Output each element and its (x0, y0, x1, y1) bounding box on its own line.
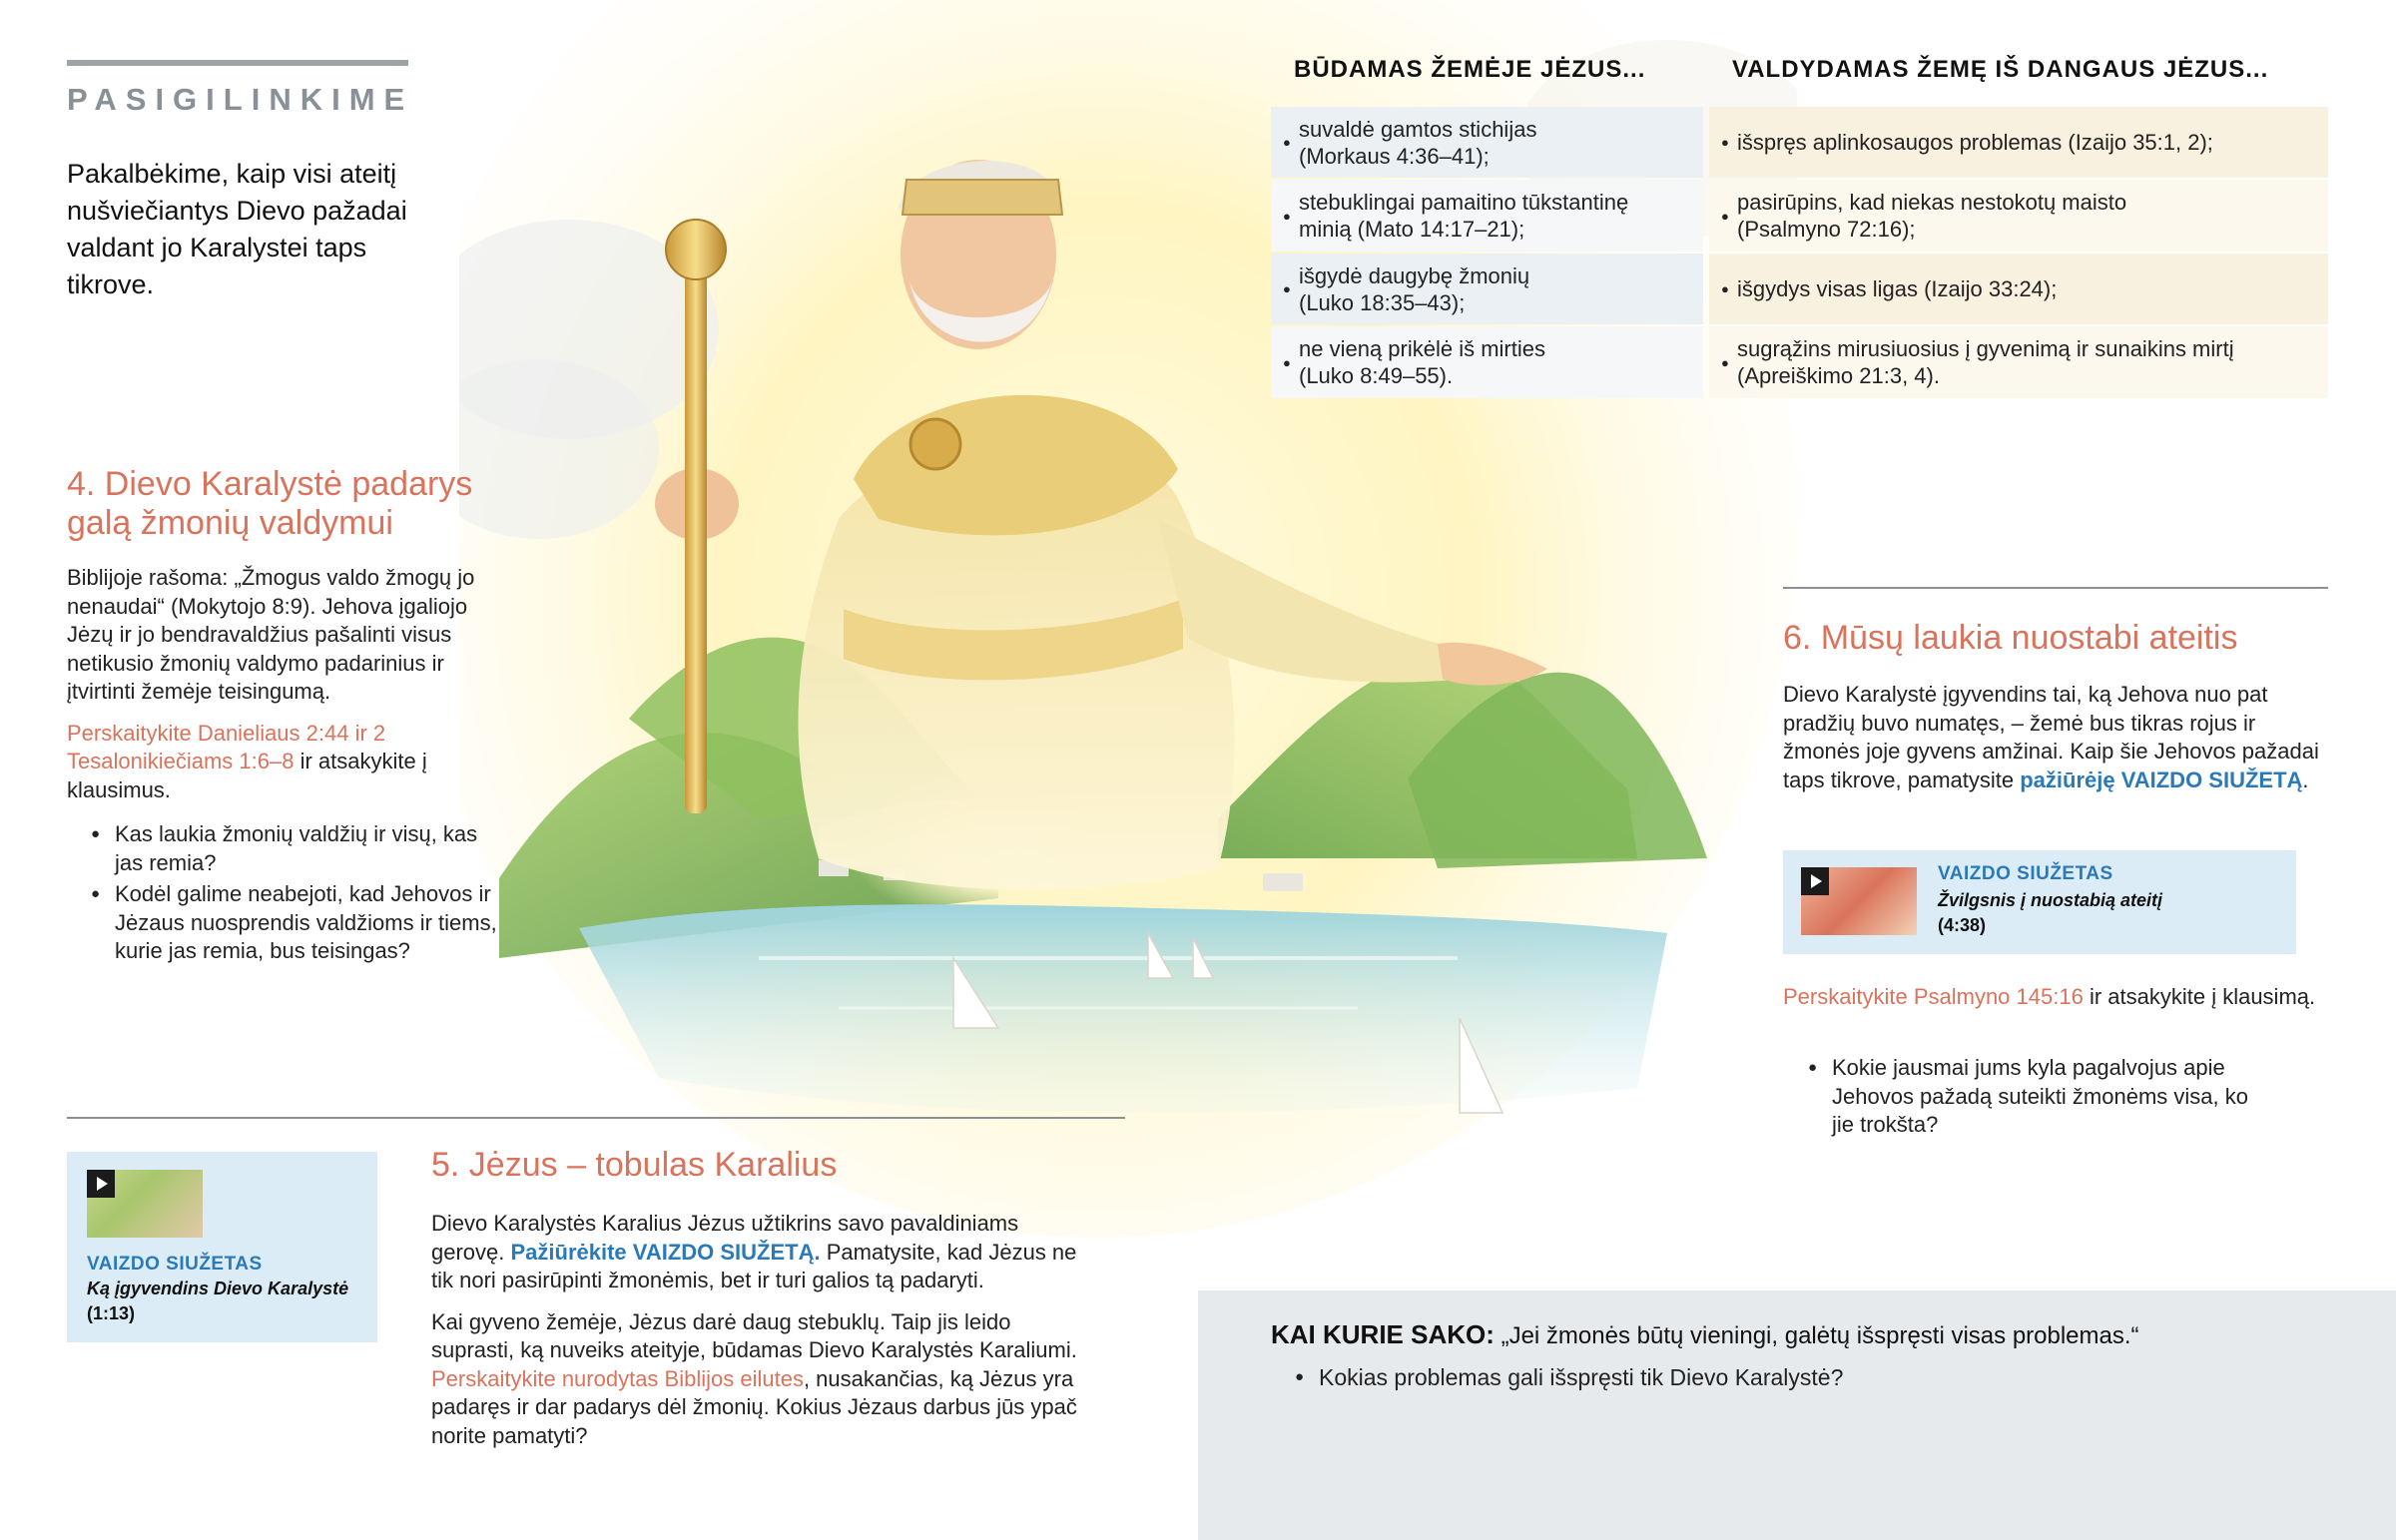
video-label: VAIZDO SIUŽETAS (87, 1254, 263, 1275)
table-cell-right-3: ● išgydys visas ligas (Izaijo 33:24); (1709, 254, 2328, 324)
section4-questions (91, 820, 510, 969)
section4-title: 4. Dievo Karalystė padarys galą žmonių valdymui (67, 465, 473, 542)
table-cell-right-4: ● sugrąžins mirusiuosius į gyvenimą ir sunaikins mirtį (Apreiškimo 21:3, 4). (1709, 326, 2328, 398)
some-say-label: KAI KURIE SAKO: (1271, 1319, 1495, 1349)
section6-divider (1783, 587, 2328, 589)
section5-divider (67, 1117, 1125, 1119)
table-cell-left-4: ● ne vieną prikėlė iš mirties (Luko 8:49–55). (1271, 326, 1703, 398)
section5-title: 5. Jėzus – tobulas Karalius (431, 1146, 838, 1184)
some-say-questions (1295, 1363, 2193, 1395)
section6-read-link[interactable]: Perskaitykite Psalmyno 145:16 (1783, 984, 2084, 1009)
read-verses-link[interactable]: Perskaitykite nurodytas Biblijos eilutes (431, 1365, 804, 1391)
section6-body: Dievo Karalystė įgyvendins tai, ką Jehova nuo pat pradžių buvo numatęs, – žemė bus tikras rojus ir žmonės joje gyvens amžinai. Kaip šie Jehovos pažadai taps tikrove, pamatysite pažiūrėję VAIZDO SIUŽETĄ. (1783, 682, 2319, 792)
intro-rule (67, 60, 408, 66)
question-item: ● Kodėl galime neabejoti, kad Jehovos ir Jėzaus nuosprendis valdžioms ir tiems, kurie jas remia, bus teisingas? (91, 880, 510, 966)
video-thumbnail[interactable] (1801, 867, 1917, 935)
section6-questions (1808, 1054, 2267, 1143)
intro-text: Pakalbėkime, kaip visi ateitį nušviečiantys Dievo pažadai valdant jo Karalystei taps tikrove. (67, 159, 407, 299)
table-cell-left-3: ● išgydė daugybę žmonių (Luko 18:35–43); (1271, 254, 1703, 324)
section6-title: 6. Mūsų laukia nuostabi ateitis (1783, 619, 2238, 657)
some-say-statement: KAI KURIE SAKO: „Jei žmonės būtų vieningi, galėtų išspręsti visas problemas.“ (1271, 1319, 2139, 1349)
question-item: ● Kas laukia žmonių valdžių ir visų, kas jas remia? (91, 820, 510, 877)
table-cell-right-2: ● pasirūpins, kad niekas nestokotų maisto (Psalmyno 72:16); (1709, 180, 2328, 252)
section4-read-link[interactable]: Perskaitykite Danieliaus 2:44 ir 2 Tesalonikiečiams 1:6–8 (67, 720, 386, 773)
video-title[interactable]: Ką įgyvendins Dievo Karalystė (87, 1279, 349, 1298)
intro-label: PASIGILINKIME (67, 82, 414, 117)
video-label: VAIZDO SIUŽETAS (1938, 863, 2113, 884)
video-card-section6[interactable] (1783, 850, 2296, 954)
section4-body: Biblijoje rašoma: „Žmogus valdo žmogų jo nenaudai“ (Mokytojo 8:9). Jehova įgaliojo Jėzų ir jo bendravaldžius pašalinti visus netikusio žmonių valdymo padarinius ir įtvirtinti žemėje teisingumą. Perskaitykite Danieliaus 2:44 ir 2 Tesalonikiečiams 1:6–8 ir atsakykite į klausimus. (67, 565, 475, 802)
table-left-header: BŪDAMAS ŽEMĖJE JĖZUS... (1294, 56, 1646, 83)
section6-read: Perskaitykite Psalmyno 145:16 ir atsakykite į klausimą. (1783, 984, 2316, 1009)
table-cell-left-2: ● stebuklingai pamaitino tūkstantinę minią (Mato 14:17–21); (1271, 180, 1703, 252)
section5-body: Dievo Karalystės Karalius Jėzus užtikrins savo pavaldiniams gerovę. Pažiūrėkite VAIZDO SIUŽETĄ. Pamatysite, kad Jėzus ne tik nori pasirūpinti žmonėmis, bet ir turi galios tą padaryti. Kai gyveno žemėje, Jėzus darė daug stebuklų. Taip jis leido suprasti, ką nuveiks ateityje, būdamas Dievo Karalystės Karaliumi. Perskaitykite nurodytas Biblijos eilutes, nusakančias, ką Jėzus yra padaręs ir dar padarys dėl žmonių. Kokius Jėzaus darbus jūs ypač norite pamatyti? (431, 1211, 1077, 1448)
table-cell-right-1: ● išspręs aplinkosaugos problemas (Izaijo 35:1, 2); (1709, 107, 2328, 178)
video-card-section5[interactable] (67, 1152, 377, 1342)
watch-video-link[interactable]: Pažiūrėkite VAIZDO SIUŽETĄ. (510, 1239, 821, 1265)
video-thumbnail[interactable] (87, 1170, 203, 1238)
video-duration: (4:38) (1938, 915, 1987, 935)
watch-video-link[interactable]: pažiūrėję VAIZDO SIUŽETĄ (2020, 767, 2303, 792)
video-title[interactable]: Žvilgsnis į nuostabią ateitį (1938, 890, 2163, 910)
video-duration: (1:13) (87, 1303, 136, 1323)
play-icon[interactable] (87, 1170, 115, 1198)
question-item: ● Kokie jausmai jums kyla pagalvojus apie Jehovos pažadą suteikti žmonėms visa, ko jie trokšta? (1808, 1054, 2267, 1140)
table-right-header: VALDYDAMAS ŽEMĘ IŠ DANGAUS JĖZUS... (1732, 56, 2269, 83)
play-icon[interactable] (1801, 867, 1829, 895)
table-cell-left-1: ● suvaldė gamtos stichijas (Morkaus 4:36–41); (1271, 107, 1703, 178)
question-item: ● Kokias problemas gali išspręsti tik Dievo Karalystė? (1295, 1363, 2193, 1392)
